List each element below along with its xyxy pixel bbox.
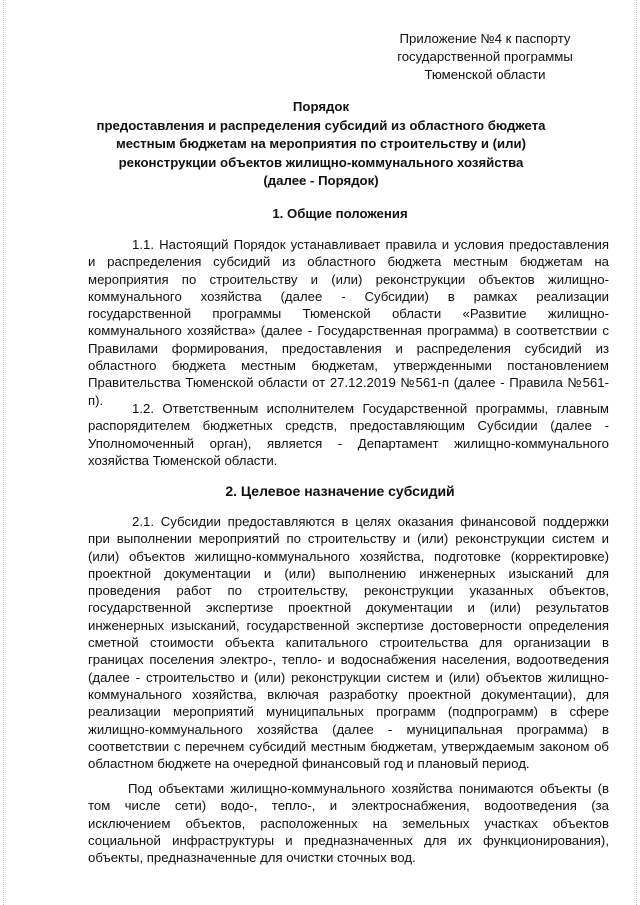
title-line-2: предоставления и распределения субсидий из областного бюджета — [96, 117, 546, 133]
scan-edge-right — [636, 0, 637, 905]
document-title — [86, 98, 556, 191]
title-line-1: Порядок — [292, 99, 350, 114]
annex-note — [360, 30, 610, 84]
title-line-3: местным бюджетам на мероприятия по строительству и (или) — [115, 136, 527, 151]
annex-line-3: Тюменской области — [424, 67, 546, 82]
paragraph-2-2: Под объектами жилищно-коммунального хозяйства понимаются объекты (в том числе сети) водо-, тепло-, и электроснабжения, водоотведения (за исключением объектов, расположенных на земельных участках объектов социальной инфраструктуры и предназначенных для их функционирования), объекты, предназначенные для очистки сточных вод. — [88, 781, 609, 866]
title-line-5: (далее - Порядок) — [263, 173, 379, 188]
annex-line-1: Приложение №4 к паспорту — [399, 31, 571, 46]
annex-line-2: государственной программы — [397, 49, 573, 64]
scan-edge-left — [3, 0, 4, 905]
paragraph-1-2: 1.2. Ответственным исполнителем Государственной программы, главным распорядителем бюджетных средств, предоставляющим Субсидии (далее - Уполномоченный орган), является - Департамент жилищно-коммунального хозяйства Тюменской области. — [88, 401, 609, 468]
title-line-4: реконструкции объектов жилищно-коммунального хозяйства — [118, 154, 524, 170]
section-1-heading: 1. Общие положения — [272, 206, 408, 221]
section-2-heading: 2. Целевое назначение субсидий — [225, 483, 455, 499]
paragraph-1-1: 1.1. Настоящий Порядок устанавливает правила и условия предоставления и распределения субсидий из областного бюджета местным бюджетам на мероприятия по строительству и (или) реконструкции объектов жилищно-коммунального хозяйства (далее - Субсидии) в рамках реализации государственной программы Тюменской области «Развитие жилищно-коммунального хозяйства» (далее - Государственная программа) в соответствии с Правилами формирования, предоставления и распределения субсидий из областного бюджета местным бюджетам, утвержденными постановлением Правительства Тюменской области от 27.12.2019 №561-п (далее - Правила №561-п). — [88, 237, 609, 408]
paragraph-2-1: 2.1. Субсидии предоставляются в целях оказания финансовой поддержки при выполнении мероприятий по строительству и (или) реконструкции систем и (или) объектов жилищно-коммунального хозяйства, подготовке (корректировке) проектной документации и (или) выполнению инженерных изысканий для проведения работ по строительству, реконструкции указанных объектов, государственной экспертизе проектной документации и (или) результатов инженерных изысканий, государственной экспертизе достоверности определения сметной стоимости объекта капитального строительства для организации в границах поселения электро-, тепло- и водоснабжения населения, водоотведения (далее - строительство и (или) реконструкции систем и (или) объектов жилищно-коммунального хозяйства, включая разработку проектной документации), для реализации мероприятий муниципальных программ (подпрограмм) в сфере жилищно-коммунального хозяйства (далее - муниципальная программа) в соответствии с перечнем субсидий местным бюджетам, утверждаемым законом об областном бюджете на очередной финансовый год и плановый период. — [88, 514, 609, 772]
